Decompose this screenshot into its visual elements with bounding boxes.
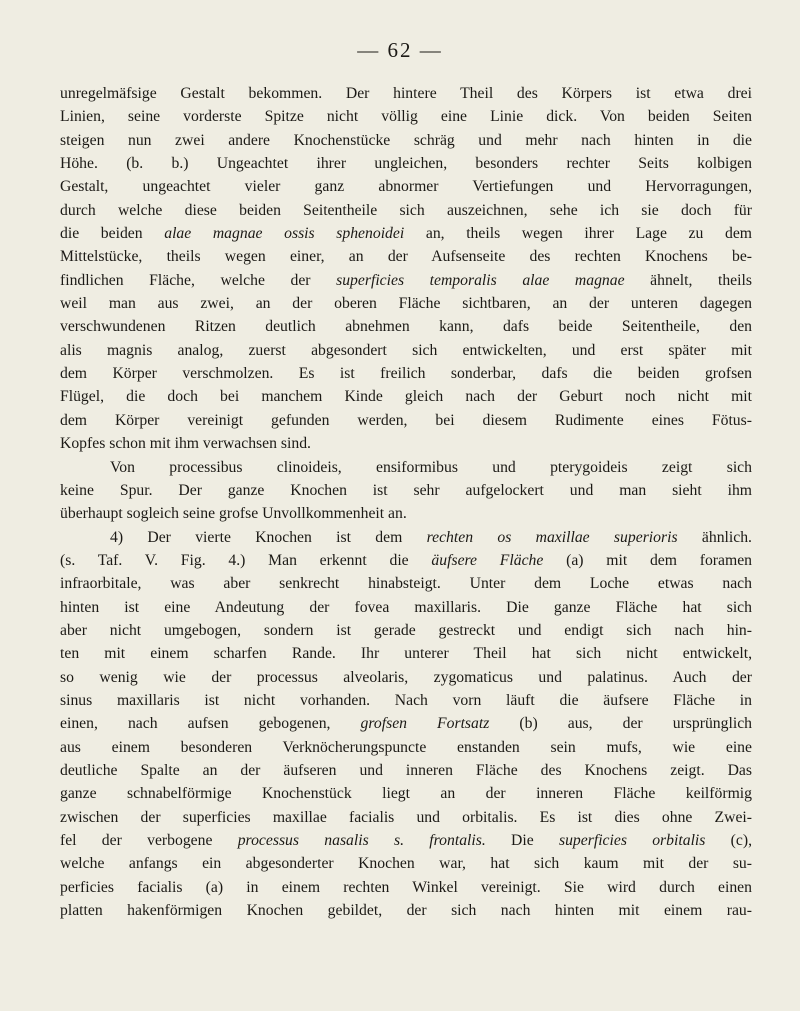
- text-segment: weil man aus zwei, an der oberen Fläche sichtbaren, an der unteren dagegen: [60, 295, 752, 313]
- text-line: [60, 759, 752, 782]
- text-segment: Höhe. (b. b.) Ungeachtet ihrer ungleichen, besonders rechter Seits kolbigen: [60, 155, 752, 173]
- text-line: [60, 619, 752, 642]
- text-line: [60, 876, 752, 899]
- text-segment: fel der verbogene: [60, 832, 238, 849]
- text-segment: Linien, seine vorderste Spitze nicht völlig eine Linie dick. Von beiden Seiten: [60, 108, 752, 126]
- text-line: [60, 526, 752, 549]
- text-line: [60, 152, 752, 175]
- text-line: [60, 479, 752, 502]
- text-line: [60, 315, 752, 338]
- text-segment: 4) Der vierte Knochen ist dem: [110, 528, 427, 546]
- text-line: [60, 409, 752, 432]
- italic-term: alae magnae ossis sphenoidei: [164, 225, 405, 243]
- body-text: [60, 82, 752, 922]
- text-segment: aus einem besonderen Verknöcherungspuncte enstanden sein mufs, wie eine: [60, 738, 752, 756]
- text-segment: überhaupt sogleich seine grofse Unvollkommenheit an.: [60, 505, 407, 523]
- text-line: [60, 175, 752, 198]
- text-line: [60, 362, 752, 385]
- text-line: [60, 105, 752, 128]
- text-segment: unregelmäfsige Gestalt bekommen. Der hintere Theil des Körpers ist etwa drei: [60, 85, 752, 102]
- text-segment: (b) aus, der ursprünglich: [489, 715, 752, 733]
- text-segment: die beiden: [60, 225, 165, 243]
- text-segment: verschwundenen Ritzen deutlich abnehmen kann, dafs beide Seitentheile, den: [60, 318, 752, 336]
- text-segment: Flügel, die doch bei manchem Kinde gleich nach der Geburt noch nicht mit: [60, 388, 752, 406]
- text-line: [60, 689, 752, 712]
- italic-term: rechten os maxillae superioris: [426, 528, 678, 546]
- text-line: [60, 456, 752, 479]
- text-segment: Die: [485, 832, 559, 849]
- text-segment: sinus maxillaris ist nicht vorhanden. Nach vorn läuft die äufsere Fläche in: [60, 691, 752, 709]
- text-segment: dem Körper verschmolzen. Es ist freilich sonderbar, dafs die beiden grofsen: [60, 365, 752, 383]
- italic-term: äufsere Fläche: [431, 551, 544, 569]
- text-segment: so wenig wie der processus alveolaris, zygomaticus und palatinus. Auch der: [60, 668, 752, 686]
- text-segment: Gestalt, ungeachtet vieler ganz abnormer Vertiefungen und Hervorragungen,: [60, 178, 752, 196]
- text-segment: infraorbitale, was aber senkrecht hinabsteigt. Unter dem Loche etwas nach: [60, 575, 752, 593]
- text-segment: steigen nun zwei andere Knochenstücke schräg und mehr nach hinten in die: [60, 131, 752, 149]
- text-line: [60, 852, 752, 875]
- italic-term: superficies temporalis alae magnae: [336, 271, 625, 289]
- italic-term: processus nasalis s. frontalis.: [237, 832, 486, 849]
- text-segment: ähnelt, theils: [624, 271, 752, 289]
- text-segment: keine Spur. Der ganze Knochen ist sehr aufgelockert und man sieht ihm: [60, 481, 752, 499]
- text-line: [60, 806, 752, 829]
- text-line: [60, 899, 752, 922]
- text-line: [60, 385, 752, 408]
- text-segment: Von processibus clinoideis, ensiformibus und pterygoideis zeigt sich: [110, 458, 752, 476]
- text-line: [60, 199, 752, 222]
- text-segment: hinten ist eine Andeutung der fovea maxillaris. Die ganze Fläche hat sich: [60, 598, 752, 616]
- text-segment: (c),: [705, 832, 752, 849]
- text-segment: dem Körper vereinigt gefunden werden, bei diesem Rudimente eines Fötus-: [60, 411, 752, 429]
- text-segment: welche anfangs ein abgesonderter Knochen war, hat sich kaum mit der su-: [60, 855, 752, 873]
- text-line: [60, 339, 752, 362]
- text-segment: durch welche diese beiden Seitentheile sich auszeichnen, sehe ich sie doch für: [60, 201, 752, 219]
- text-line: [60, 129, 752, 152]
- text-line: [60, 596, 752, 619]
- text-line: [60, 666, 752, 689]
- text-line: [60, 782, 752, 805]
- text-line: [60, 829, 752, 852]
- text-segment: alis magnis analog, zuerst abgesondert sich entwickelten, und erst später mit: [60, 341, 752, 359]
- page-number: — 62 —: [357, 38, 443, 62]
- text-line: [60, 736, 752, 759]
- text-segment: zwischen der superficies maxillae facialis und orbitalis. Es ist dies ohne Zwei-: [60, 808, 752, 826]
- text-segment: an, theils wegen ihrer Lage zu dem: [404, 225, 752, 243]
- text-line: [60, 269, 752, 292]
- text-segment: (a) mit dem foramen: [543, 551, 752, 569]
- text-line: [60, 432, 752, 455]
- text-segment: aber nicht umgebogen, sondern ist gerade gestreckt und endigt sich nach hin-: [60, 621, 752, 639]
- text-segment: einen, nach aufsen gebogenen,: [60, 715, 361, 733]
- text-segment: deutliche Spalte an der äufseren und inneren Fläche des Knochens zeigt. Das: [60, 761, 752, 779]
- text-segment: (s. Taf. V. Fig. 4.) Man erkennt die: [60, 551, 432, 569]
- text-segment: ähnlich.: [677, 528, 752, 546]
- text-segment: ganze schnabelförmige Knochenstück liegt an der inneren Fläche keilförmig: [60, 785, 752, 803]
- text-line: [60, 222, 752, 245]
- text-line: [60, 82, 752, 105]
- text-line: [60, 245, 752, 268]
- text-segment: platten hakenförmigen Knochen gebildet, der sich nach hinten mit einem rau-: [60, 902, 752, 920]
- text-segment: ten mit einem scharfen Rande. Ihr unterer Theil hat sich nicht entwickelt,: [60, 645, 752, 663]
- text-segment: findlichen Fläche, welche der: [60, 271, 337, 289]
- text-line: [60, 292, 752, 315]
- text-line: [60, 712, 752, 735]
- text-line: [60, 549, 752, 572]
- text-line: [60, 502, 752, 525]
- italic-term: superficies orbitalis: [558, 832, 706, 849]
- text-segment: Mittelstücke, theils wegen einer, an der Aufsenseite des rechten Knochens be-: [60, 248, 752, 266]
- text-line: [60, 642, 752, 665]
- text-segment: Kopfes schon mit ihm verwachsen sind.: [60, 435, 311, 453]
- italic-term: grofsen Fortsatz: [360, 715, 490, 733]
- text-segment: perficies facialis (a) in einem rechten Winkel vereinigt. Sie wird durch einen: [60, 878, 752, 896]
- text-line: [60, 572, 752, 595]
